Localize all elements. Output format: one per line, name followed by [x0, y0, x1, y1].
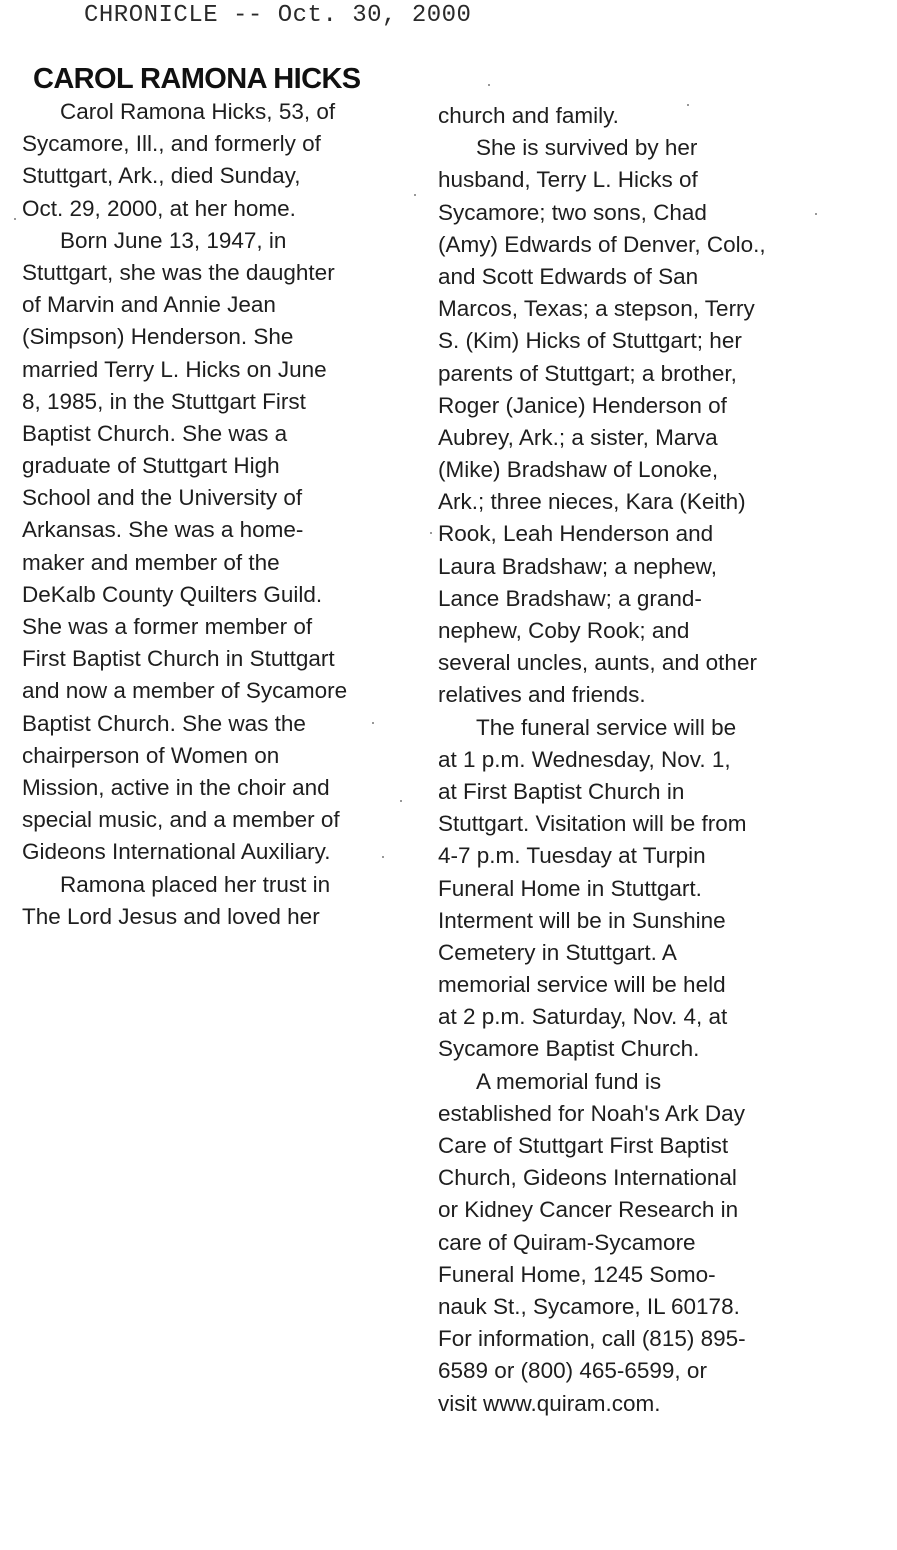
obituary-text-line: Cemetery in Stuttgart. A: [438, 939, 677, 965]
obituary-text-line: Funeral Home in Stuttgart.: [438, 875, 702, 901]
obituary-text-line: Lance Bradshaw; a grand-: [438, 585, 702, 611]
obituary-right-column: [438, 100, 828, 1420]
obituary-text-line: husband, Terry L. Hicks of: [438, 167, 698, 193]
obituary-text-line: relatives and friends.: [438, 682, 646, 708]
obituary-text-line: Stuttgart. Visitation will be from: [438, 811, 747, 837]
obituary-text-line: DeKalb County Quilters Guild.: [22, 581, 323, 607]
obituary-text-line: care of Quiram-Sycamore: [438, 1229, 696, 1255]
obituary-text-line: S. (Kim) Hicks of Stuttgart; her: [438, 328, 742, 354]
obituary-text-line: Sycamore, Ill., and formerly of: [22, 131, 321, 157]
obituary-text-line: Funeral Home, 1245 Somo-: [438, 1261, 716, 1287]
obituary-text-line: Sycamore; two sons, Chad: [438, 199, 707, 225]
obituary-text-line: Roger (Janice) Henderson of: [438, 392, 727, 418]
obituary-text-line: memorial service will be held: [438, 972, 726, 998]
obituary-text-line: (Amy) Edwards of Denver, Colo.,: [438, 231, 766, 257]
obituary-text-line: Mission, active in the choir and: [22, 774, 330, 800]
obituary-text-line: nephew, Coby Rook; and: [438, 618, 690, 643]
obituary-text-line: She is survived by her: [476, 135, 698, 161]
obituary-text-line: Church, Gideons International: [438, 1165, 737, 1191]
obituary-text-line: (Simpson) Henderson. She: [22, 324, 294, 350]
obituary-text-line: established for Noah's Ark Day: [438, 1100, 745, 1126]
obituary-text-line: several uncles, aunts, and other: [438, 650, 757, 676]
obituary-text-line: Ramona placed her trust in: [60, 871, 331, 897]
obituary-text-line: 6589 or (800) 465-6599, or: [438, 1358, 707, 1384]
obituary-text-line: She was a former member of: [22, 614, 313, 639]
obituary-text-line: and now a member of Sycamore: [22, 678, 348, 704]
obituary-text-line: The Lord Jesus and loved her: [22, 903, 320, 929]
obituary-text-line: church and family.: [438, 103, 619, 128]
obituary-text-line: parents of Stuttgart; a brother,: [438, 360, 737, 386]
obituary-title: CAROL RAMONA HICKS: [33, 63, 361, 95]
obituary-text-line: Oct. 29, 2000, at her home.: [22, 195, 296, 221]
obituary-text-line: Ark.; three nieces, Kara (Keith): [438, 489, 746, 515]
obituary-text-line: Marcos, Texas; a stepson, Terry: [438, 296, 755, 322]
obituary-text-line: Baptist Church. She was the: [22, 710, 306, 736]
obituary-text-line: at 2 p.m. Saturday, Nov. 4, at: [438, 1004, 728, 1030]
obituary-text-line: at 1 p.m. Wednesday, Nov. 1,: [438, 746, 731, 772]
obituary-text-line: visit www.quiram.com.: [438, 1390, 661, 1416]
newspaper-dateline: CHRONICLE -- Oct. 30, 2000: [84, 2, 472, 29]
obituary-text-line: special music, and a member of: [22, 807, 340, 833]
obituary-text-line: and Scott Edwards of San: [438, 263, 699, 289]
scan-speck: [430, 532, 432, 534]
obituary-text-line: Carol Ramona Hicks, 53, of: [60, 99, 336, 124]
obituary-text-line: Stuttgart, Ark., died Sunday,: [22, 163, 301, 189]
obituary-left-column: [22, 96, 402, 933]
obituary-text-line: First Baptist Church in Stuttgart: [22, 646, 335, 672]
obituary-text-line: Gideons International Auxiliary.: [22, 839, 331, 865]
obituary-text-line: Rook, Leah Henderson and: [438, 521, 714, 547]
obituary-text-line: Sycamore Baptist Church.: [438, 1036, 700, 1062]
obituary-text-line: Care of Stuttgart First Baptist: [438, 1133, 729, 1158]
scan-speck: [400, 800, 402, 802]
obituary-text-line: Laura Bradshaw; a nephew,: [438, 553, 717, 579]
obituary-text-line: The funeral service will be: [476, 714, 737, 740]
obituary-text-line: chairperson of Women on: [22, 742, 280, 768]
obituary-text-line: Stuttgart, she was the daughter: [22, 259, 335, 285]
scan-speck: [14, 218, 16, 220]
obituary-text-line: (Mike) Bradshaw of Lonoke,: [438, 457, 719, 483]
obituary-text-line: 4-7 p.m. Tuesday at Turpin: [438, 843, 706, 869]
scan-speck: [414, 194, 416, 196]
obituary-text-line: Interment will be in Sunshine: [438, 907, 726, 933]
obituary-text-line: Born June 13, 1947, in: [60, 227, 287, 253]
scan-speck: [372, 722, 374, 724]
obituary-text-line: A memorial fund is: [476, 1068, 662, 1094]
obituary-text-line: For information, call (815) 895-: [438, 1326, 746, 1352]
obituary-text-line: graduate of Stuttgart High: [22, 453, 280, 479]
scan-speck: [382, 856, 384, 858]
scan-speck: [687, 104, 689, 106]
obituary-text-line: of Marvin and Annie Jean: [22, 292, 276, 318]
obituary-text-line: nauk St., Sycamore, IL 60178.: [438, 1293, 740, 1319]
obituary-text-line: Baptist Church. She was a: [22, 420, 288, 446]
obituary-text-line: married Terry L. Hicks on June: [22, 356, 327, 382]
obituary-text-line: at First Baptist Church in: [438, 778, 685, 804]
obituary-text-line: School and the University of: [22, 485, 303, 511]
obituary-text-line: maker and member of the: [22, 549, 280, 575]
scan-speck: [815, 213, 817, 215]
obituary-text-line: Arkansas. She was a home-: [22, 517, 304, 543]
obituary-text-line: or Kidney Cancer Research in: [438, 1197, 739, 1223]
obituary-text-line: Aubrey, Ark.; a sister, Marva: [438, 424, 718, 450]
obituary-text-line: 8, 1985, in the Stuttgart First: [22, 388, 306, 414]
scan-speck: [488, 84, 490, 86]
